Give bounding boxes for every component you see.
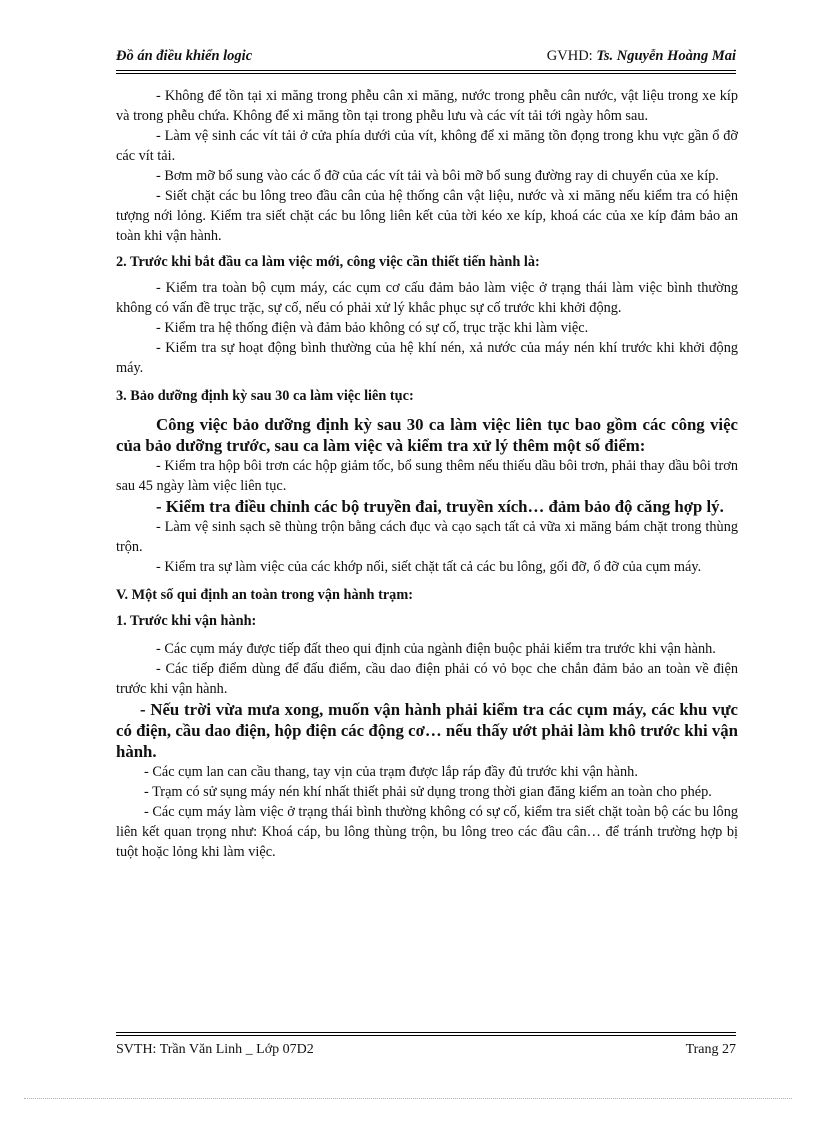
paragraph: - Các cụm lan can cầu thang, tay vịn của trạm được lắp ráp đầy đủ trước khi vận hành.: [144, 764, 638, 780]
paragraph: - Kiểm tra hệ thống điện và đảm bảo không có sự cố, trục trặc khi làm việc.: [156, 320, 589, 336]
header-gvhd-label: GVHD:: [546, 48, 593, 64]
header-rule-bottom: [116, 73, 736, 74]
header-rule-top: [116, 70, 736, 71]
paragraph: - Kiểm tra điều chỉnh các bộ truyền đai, truyền xích… đảm bảo độ căng hợp lý.: [156, 497, 724, 516]
footer-rule-top: [116, 1032, 736, 1033]
paragraph: - Kiểm tra sự làm việc của các khớp nối, siết chặt tất cả các bu lông, gối đỡ, ổ đỡ của cụm máy.: [156, 559, 702, 575]
page-body: [116, 86, 738, 862]
paragraph: - Trạm có sử sụng máy nén khí nhất thiết phải sử dụng trong thời gian đăng kiểm an toàn cho phép.: [144, 784, 712, 800]
page-header: [116, 48, 736, 68]
footer-rule-bottom: [116, 1035, 736, 1036]
paragraph: - Không để tồn tại xi măng trong phễu cân xi măng, nước trong phễu cân nước, vật liệu trong xe kíp và trong phễu chứa. Không để xi măng tồn tại trong phễu lưu và các vít tải tới ngày hôm sau.: [116, 88, 738, 124]
paragraph: - Làm vệ sinh các vít tải ở cửa phía dưới của vít, không để xi măng tồn đọng trong khu vực gần ổ đỡ các vít tải.: [116, 128, 738, 164]
section-heading-3: 3. Bảo dưỡng định kỳ sau 30 ca làm việc liên tục:: [116, 388, 414, 404]
paragraph: - Làm vệ sinh sạch sẽ thùng trộn bằng cách đục và cạo sạch tất cả vữa xi măng bám chặt trong thùng trộn.: [116, 519, 738, 555]
paragraph: - Các tiếp điểm dùng để đấu điểm, cầu dao điện phải có vỏ bọc che chắn đảm bảo an toàn về điện trước khi vận hành.: [116, 661, 738, 697]
subsection-heading-1: 1. Trước khi vận hành:: [116, 613, 257, 629]
paragraph: - Siết chặt các bu lông treo đầu cân của hệ thống cân vật liệu, nước và xi măng nếu kiểm tra có hiện tượng nới lỏng. Kiểm tra siết chặt các bu lông liên kết của tời kéo xe kíp, khoá các của xe kíp đảm bảo an toàn khi vận hành.: [116, 188, 738, 244]
paragraph: Công việc bảo dưỡng định kỳ sau 30 ca làm việc liên tục bao gồm các công việc của bảo dưỡng trước, sau ca làm việc và kiểm tra xử lý thêm một số điểm:: [116, 415, 738, 455]
header-advisor: [547, 48, 736, 65]
footer-page-number: Trang 27: [685, 1042, 736, 1057]
footer-student-info: SVTH: Trần Văn Linh _ Lớp 07D2: [116, 1042, 314, 1057]
header-advisor-name: Ts. Nguyễn Hoàng Mai: [596, 48, 736, 64]
page-edge-dotted-line: [24, 1098, 792, 1099]
paragraph: - Bơm mỡ bổ sung vào các ổ đỡ của các vít tải và bôi mỡ bổ sung đường ray di chuyển của xe kíp.: [156, 168, 719, 184]
paragraph: - Kiểm tra toàn bộ cụm máy, các cụm cơ cấu đảm bảo làm việc ở trạng thái làm việc bình thường không có vấn đề trục trặc, sự cố, nếu có phải xử lý khắc phục sự cố trước khi khởi động.: [116, 280, 738, 316]
section-heading-2: 2. Trước khi bắt đầu ca làm việc mới, công việc cần thiết tiến hành là:: [116, 254, 540, 270]
paragraph: - Các cụm máy được tiếp đất theo qui định của ngành điện buộc phải kiểm tra trước khi vận hành.: [156, 641, 716, 657]
header-course-title: Đồ án điều khiển logic: [116, 48, 253, 64]
paragraph: - Các cụm máy làm việc ở trạng thái bình thường không có sự cố, kiểm tra siết chặt toàn bộ các bu lông liên kết quan trọng như: Khoá cáp, bu lông thùng trộn, bu lông treo các đầu cân… để tránh trường hợp bị tuột hoặc lỏng khi làm việc.: [116, 804, 738, 860]
paragraph: - Kiểm tra sự hoạt động bình thường của hệ khí nén, xả nước của máy nén khí trước khi khởi động máy.: [116, 340, 738, 376]
paragraph: - Kiểm tra hộp bôi trơn các hộp giảm tốc, bổ sung thêm nếu thiếu dầu bôi trơn, phải thay dầu bôi trơn sau 45 ngày làm việc liên tục.: [116, 458, 738, 494]
section-heading-v: V. Một số qui định an toàn trong vận hành trạm:: [116, 587, 413, 603]
paragraph: - Nếu trời vừa mưa xong, muốn vận hành phải kiểm tra các cụm máy, các khu vực có điện, cầu dao điện, hộp điện các động cơ… nếu thấy ướt phải làm khô trước khi vận hành.: [116, 700, 738, 761]
